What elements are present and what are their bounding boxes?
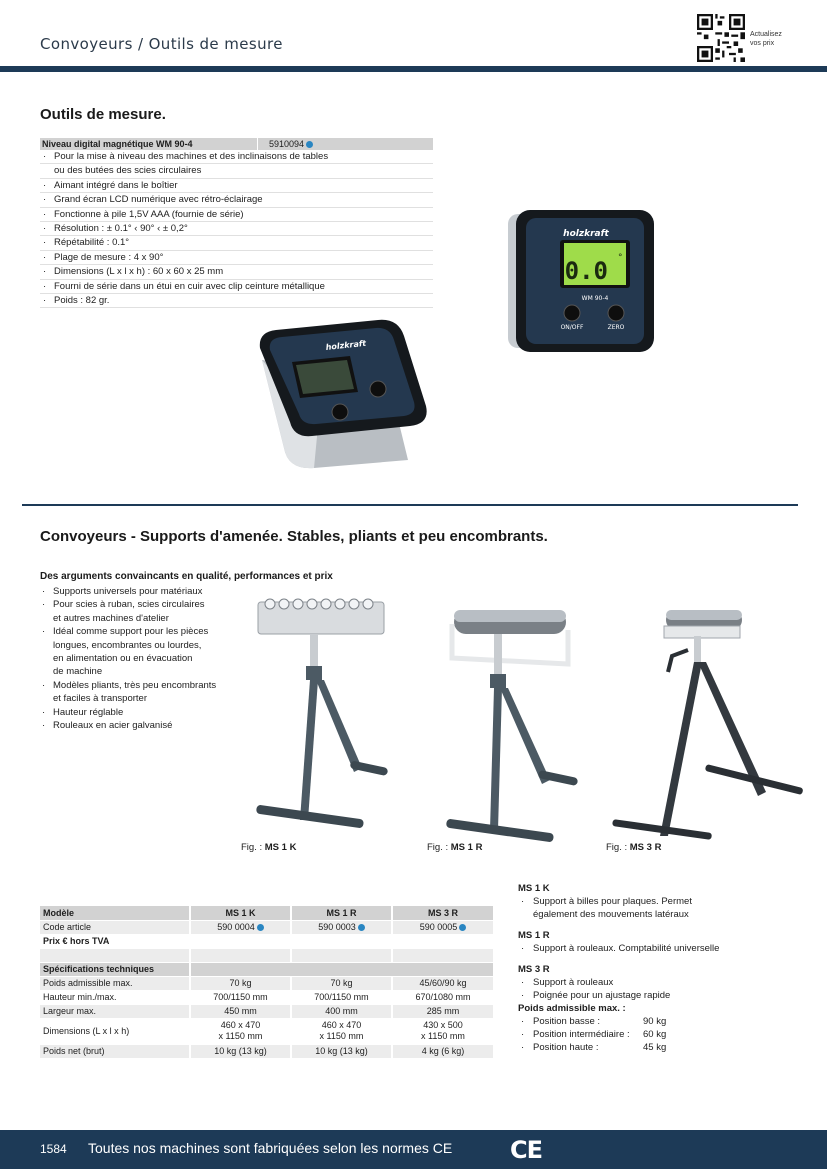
info-badge-icon[interactable] <box>306 141 313 148</box>
table-cell <box>392 920 493 934</box>
list-item: · Poids : 82 gr. <box>40 294 433 308</box>
section-title-measuring: Outils de mesure. <box>40 106 166 123</box>
list-item: ou des butées des scies circulaires <box>40 164 433 178</box>
product-header <box>40 138 433 150</box>
qr-note-line: vos prix <box>750 40 775 47</box>
table-cell <box>190 962 493 976</box>
list-item: · Support à rouleaux. Comptabilité universelle <box>518 942 798 955</box>
table-cell: 70 kg <box>291 976 392 990</box>
note-title: MS 1 K <box>518 883 550 894</box>
note-title: MS 1 R <box>518 930 550 941</box>
note-list <box>518 942 798 955</box>
lcd-unit: ° <box>618 253 623 263</box>
column-divider <box>257 138 258 150</box>
list-item: · Grand écran LCD numérique avec rétro-éclairage <box>40 193 433 207</box>
table-cell: Poids net (brut) <box>40 1044 190 1058</box>
article-code: 590 0003 <box>318 922 356 932</box>
table-cell: 450 mm <box>190 1004 291 1018</box>
note-list <box>518 895 798 921</box>
list-item: · Pour scies à ruban, scies circulaires <box>40 598 255 611</box>
header-bar <box>0 66 827 72</box>
position-label: Position intermédiaire : <box>533 1029 630 1040</box>
dim-line: 460 x 470 <box>220 1020 261 1030</box>
dim-line: x 1150 mm <box>218 1031 263 1041</box>
table-cell: 10 kg (13 kg) <box>291 1044 392 1058</box>
table-cell <box>190 934 291 948</box>
qr-note-line: Actualisez <box>750 31 782 38</box>
table-cell: MS 3 R <box>392 906 493 920</box>
fig-model: MS 1 K <box>264 842 297 853</box>
lcd-reading: 0.0 <box>564 257 608 285</box>
list-item: · Poignée pour un ajustage rapide <box>518 989 798 1002</box>
info-badge-icon[interactable] <box>358 924 365 931</box>
zero-button[interactable] <box>370 381 386 397</box>
figure-caption-ms1k <box>241 842 296 853</box>
table-cell: 670/1080 mm <box>392 990 493 1004</box>
brand-logo: holzkraft <box>563 229 609 239</box>
table-row <box>40 976 493 990</box>
table-cell <box>392 1018 493 1044</box>
fig-model: MS 3 R <box>629 842 662 853</box>
product-code-value: 5910094 <box>269 139 305 149</box>
list-item: · Répétabilité : 0.1° <box>40 236 433 250</box>
figure-caption-ms3r <box>606 842 661 853</box>
dim-line: 430 x 500 <box>423 1020 463 1030</box>
table-cell: MS 1 R <box>291 906 392 920</box>
page-header <box>0 0 827 72</box>
product-feature-list <box>40 150 433 308</box>
section-divider <box>22 504 798 506</box>
spec-table <box>40 906 493 1059</box>
table-row <box>40 1044 493 1058</box>
table-cell: Spécifications techniques <box>40 962 190 976</box>
fig-model: MS 1 R <box>450 842 483 853</box>
product-code <box>269 139 313 149</box>
header-title: Convoyeurs / Outils de mesure <box>40 35 283 53</box>
dim-line: 460 x 470 <box>321 1020 362 1030</box>
table-cell <box>190 920 291 934</box>
note-list <box>518 976 798 1002</box>
table-row <box>40 1018 493 1044</box>
list-item <box>518 1028 798 1041</box>
list-item: · Fonctionne à pile 1,5V AAA (fournie de série) <box>40 208 433 222</box>
table-cell: 4 kg (6 kg) <box>392 1044 493 1058</box>
table-cell: Poids admissible max. <box>40 976 190 990</box>
table-row <box>40 948 493 962</box>
list-item: · Modèles pliants, très peu encombrants <box>40 679 255 692</box>
position-label: Position basse : <box>533 1016 601 1027</box>
table-cell: 285 mm <box>392 1004 493 1018</box>
list-item: et faciles à transporter <box>53 693 147 705</box>
digital-level-angled-image <box>258 318 430 478</box>
table-cell <box>392 948 493 962</box>
list-item: · Rouleaux en acier galvanisé <box>40 719 255 732</box>
table-cell: Prix € hors TVA <box>40 934 190 948</box>
table-cell: Largeur max. <box>40 1004 190 1018</box>
table-cell <box>291 920 392 934</box>
table-row <box>40 906 493 920</box>
table-cell: Hauteur min./max. <box>40 990 190 1004</box>
list-item: · Dimensions (L x l x h) : 60 x 60 x 25 mm <box>40 265 433 279</box>
list-item: de machine <box>53 666 103 678</box>
list-item: · Plage de mesure : 4 x 90° <box>40 251 433 265</box>
list-item: · Supports universels pour matériaux <box>40 585 255 598</box>
zero-button[interactable] <box>608 305 624 321</box>
list-item: également des mouvements latéraux <box>533 909 689 920</box>
article-code: 590 0005 <box>419 922 458 932</box>
table-cell: 70 kg <box>190 976 291 990</box>
list-item: · Aimant intégré dans le boîtier <box>40 179 433 193</box>
list-item: · Résolution : ± 0.1° ‹ 90° ‹ ± 0,2° <box>40 222 433 236</box>
table-row <box>40 934 493 948</box>
model-label: WM 90-4 <box>581 295 609 302</box>
footer-text: Toutes nos machines sont fabriquées selon les normes CE <box>88 1140 453 1156</box>
note-title: MS 3 R <box>518 964 550 975</box>
stand-ms1k-image <box>250 592 390 844</box>
position-label: Position haute : <box>533 1042 599 1053</box>
table-cell <box>40 948 190 962</box>
table-cell: 700/1150 mm <box>291 990 392 1004</box>
list-item: en alimentation ou en évacuation <box>53 653 193 665</box>
qr-code-icon[interactable] <box>697 14 745 62</box>
brand-logo-angled: holzkraft <box>325 338 367 352</box>
section-title-conveyors: Convoyeurs - Supports d'amenée. Stables, pliants et peu encombrants. <box>40 528 548 545</box>
table-cell: Code article <box>40 920 190 934</box>
list-item <box>518 1041 798 1054</box>
ce-mark-icon: CE <box>510 1136 543 1164</box>
list-item: · Support à billes pour plaques. Permet <box>518 895 798 908</box>
table-cell <box>291 1018 392 1044</box>
position-list <box>518 1015 798 1054</box>
qr-note <box>750 30 782 48</box>
table-cell <box>291 934 392 948</box>
table-cell <box>190 948 291 962</box>
page-number: 1584 <box>40 1142 67 1156</box>
model-notes <box>518 882 798 1054</box>
list-item: longues, encombrantes ou lourdes, <box>53 639 202 651</box>
article-code: 590 0004 <box>217 922 255 932</box>
digital-level-front-image <box>508 208 656 354</box>
dim-line: x 1150 mm <box>421 1031 465 1041</box>
max-load-title: Poids admissible max. : <box>518 1003 626 1014</box>
position-value: 60 kg <box>643 1029 667 1040</box>
list-item: · Hauteur réglable <box>40 706 255 719</box>
fig-prefix: Fig. : <box>606 842 628 853</box>
list-item: · Idéal comme support pour les pièces <box>40 625 255 638</box>
table-cell <box>190 1018 291 1044</box>
table-cell <box>392 934 493 948</box>
fig-prefix: Fig. : <box>427 842 449 853</box>
table-cell: 45/60/90 kg <box>392 976 493 990</box>
table-row <box>40 962 493 976</box>
position-value: 45 kg <box>643 1042 667 1053</box>
zero-label: ZERO <box>607 324 625 331</box>
list-item: · Fourni de série dans un étui en cuir avec clip ceinture métallique <box>40 280 433 294</box>
section-subheading: Des arguments convaincants en qualité, performances et prix <box>40 571 333 582</box>
page-footer <box>0 1130 827 1169</box>
table-row <box>40 920 493 934</box>
conveyor-feature-list <box>40 585 255 732</box>
table-row <box>40 990 493 1004</box>
list-item: · Support à rouleaux <box>518 976 798 989</box>
table-cell: 10 kg (13 kg) <box>190 1044 291 1058</box>
table-cell <box>291 948 392 962</box>
info-badge-icon[interactable] <box>459 924 466 931</box>
on-off-button[interactable] <box>564 305 580 321</box>
on-off-label: ON/OFF <box>560 324 584 331</box>
table-cell: 700/1150 mm <box>190 990 291 1004</box>
dim-line: x 1150 mm <box>319 1031 364 1041</box>
table-cell: Modèle <box>40 906 190 920</box>
figure-caption-ms1r <box>427 842 482 853</box>
list-item: et autres machines d'atelier <box>53 612 169 624</box>
table-row <box>40 1004 493 1018</box>
list-item: · Pour la mise à niveau des machines et des inclinaisons de tables <box>40 150 433 164</box>
on-off-button[interactable] <box>332 404 348 420</box>
table-cell: MS 1 K <box>190 906 291 920</box>
product-name: Niveau digital magnétique WM 90-4 <box>42 139 193 149</box>
table-cell: Dimensions (L x l x h) <box>40 1018 190 1044</box>
fig-prefix: Fig. : <box>241 842 263 853</box>
position-value: 90 kg <box>643 1016 667 1027</box>
stand-ms3r-image <box>608 606 808 856</box>
info-badge-icon[interactable] <box>257 924 264 931</box>
table-cell: 400 mm <box>291 1004 392 1018</box>
stand-ms1r-image <box>432 604 580 856</box>
list-item <box>518 1015 798 1028</box>
